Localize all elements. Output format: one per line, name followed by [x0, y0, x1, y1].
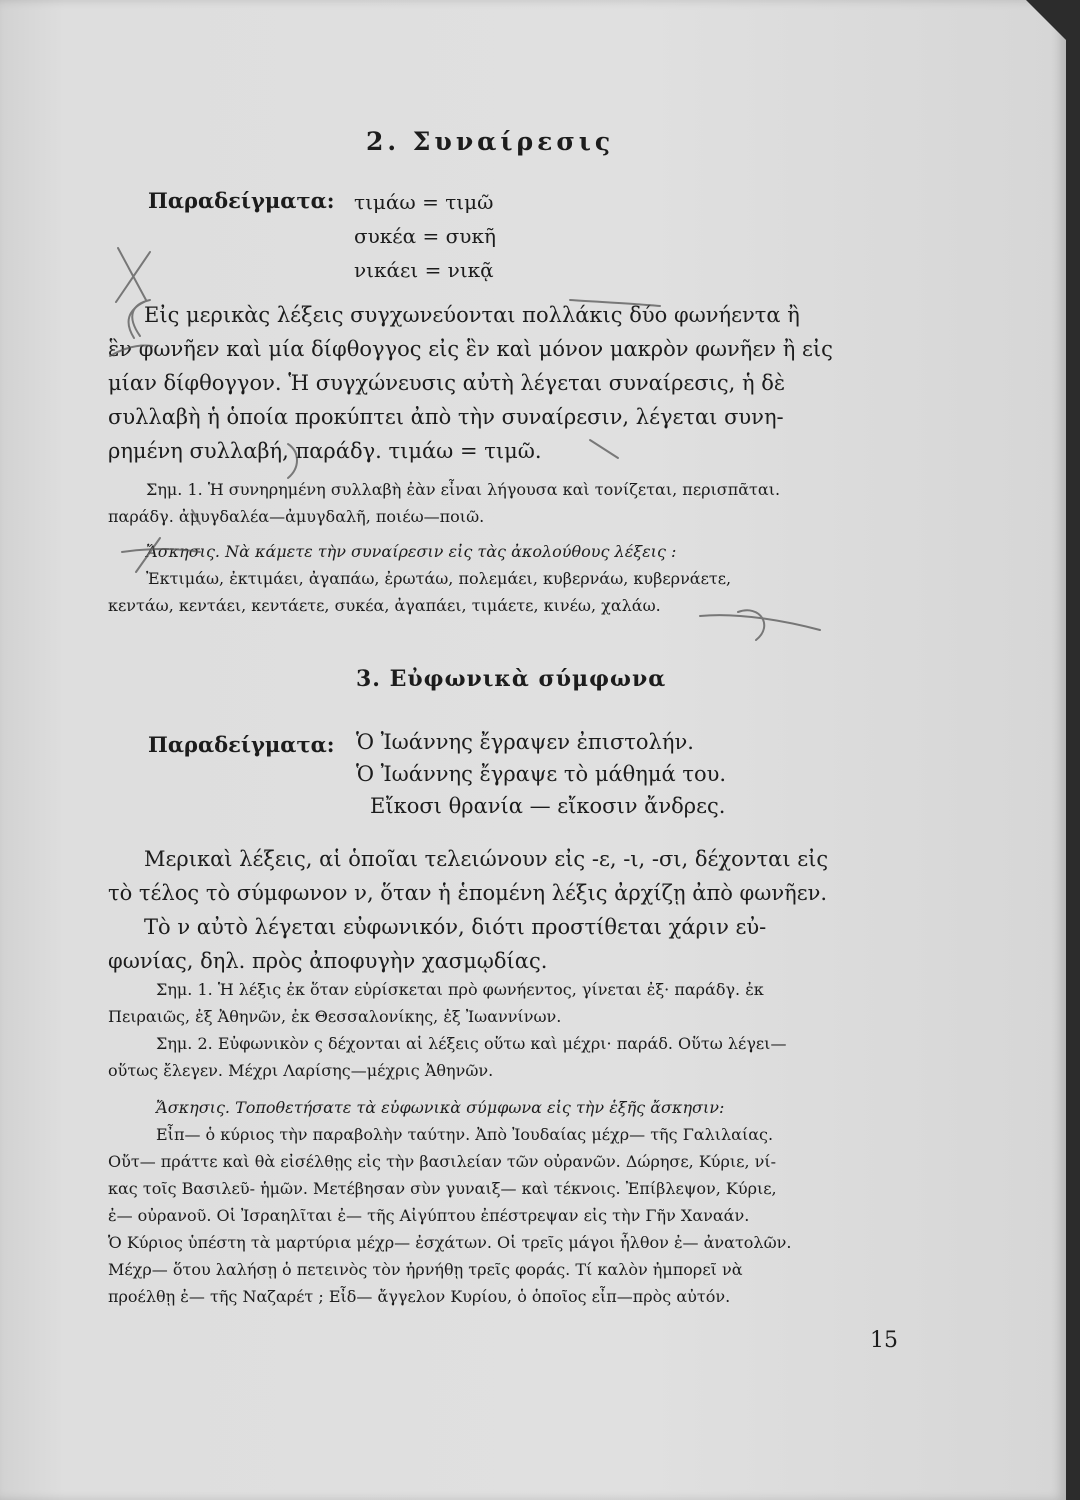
section-2-examples-label: Παραδείγματα: [148, 188, 335, 213]
pencil-mark-arrow-1 [122, 549, 200, 552]
exercise-heading: Ἄσκησις. Τοποθετήσατε τὰ εὐφωνικὰ σύμφωνα εἰς τὴν ἑξῆς ἄσκησιν: [156, 1098, 725, 1117]
pencil-mark-x-2 [116, 252, 150, 302]
paragraph-line: Τὸ ν αὐτὸ λέγεται εὐφωνικόν, διότι προστίθεται χάριν εὐ- [144, 915, 767, 939]
pencil-mark-bracket-2 [129, 302, 144, 338]
exercise-line: Ὁ Κύριος ὑπέστη τὰ μαρτύρια μέχρ— ἐσχάτων. Οἱ τρεῖς μάγοι ἦλθον ἐ— ἀνατολῶν. [108, 1233, 792, 1252]
pencil-mark-stroke [570, 300, 660, 306]
pencil-mark-underline [110, 345, 152, 356]
exercise-line: προέλθῃ ἐ— τῆς Ναζαρέτ ; Εἶδ— ἄγγελον Κυρίου, ὁ ὁποῖος εἶπ—πρὸς αὐτόν. [108, 1287, 731, 1306]
section-3-title: 3. Εὐφωνικὰ σύμφωνα [356, 666, 667, 692]
exercise-line: Ἐκτιμάω, ἐκτιμάει, ἀγαπάω, ἐρωτάω, πολεμάει, κυβερνάω, κυβερνάετε, [146, 569, 732, 588]
note-line: Πειραιῶς, ἐξ Ἀθηνῶν, ἐκ Θεσσαλονίκης, ἐξ Ἰωαννίνων. [108, 1007, 562, 1026]
pencil-mark-end-1 [700, 615, 820, 630]
exercise-line: Οὔτ— πράττε καὶ θὰ εἰσέλθῃς εἰς τὴν βασιλείαν τῶν οὐρανῶν. Δώρησε, Κύριε, νί- [108, 1152, 777, 1171]
paragraph-line: συλλαβὴ ἡ ὁποία προκύπτει ἀπὸ τὴν συναίρεσιν, λέγεται συνη- [108, 405, 784, 429]
note-line: παράδγ. ἀμυγδαλέα—ἀμυγδαλῆ, ποιέω—ποιῶ. [108, 507, 485, 526]
pencil-mark-dot [192, 510, 200, 524]
page-number: 15 [870, 1328, 898, 1353]
paragraph-line: ἓν φωνῆεν καὶ μία δίφθογγος εἰς ἓν καὶ μόνον μακρὸν φωνῆεν ἢ εἰς [108, 337, 833, 361]
section-2-example-1: τιμάω = τιμῶ [354, 190, 494, 214]
exercise-heading: Ἄσκησις. Νὰ κάμετε τὴν συναίρεσιν εἰς τὰς ἀκολούθους λέξεις : [146, 542, 677, 561]
paragraph-line: ρημένη συλλαβή, παράδγ. τιμάω = τιμῶ. [108, 439, 542, 463]
section-3-example-2: Ὁ Ἰωάννης ἔγραψε τὸ μάθημά του. [356, 762, 727, 786]
note-line: Σημ. 1. Ἡ λέξις ἐκ ὅταν εὑρίσκεται πρὸ φωνήεντος, γίνεται ἐξ· παράδγ. ἐκ [156, 980, 764, 999]
exercise-line: Εἶπ— ὁ κύριος τὴν παραβολὴν ταύτην. Ἀπὸ Ἰουδαίας μέχρ— τῆς Γαλιλαίας. [156, 1125, 774, 1144]
section-2-title: 2. Συναίρεσις [366, 127, 615, 156]
paragraph-line: Εἰς μερικὰς λέξεις συγχωνεύονται πολλάκις δύο φωνήεντα ἢ [144, 303, 800, 327]
pencil-mark-end-2 [738, 610, 764, 640]
section-3-example-1: Ὁ Ἰωάννης ἔγραψεν ἐπιστολήν. [356, 730, 694, 754]
section-2-example-2: συκέα = συκῆ [354, 224, 496, 248]
exercise-line: κας τοῖς Βασιλεῦ- ἡμῶν. Μετέβησαν σὺν γυναιξ— καὶ τέκνοις. Ἐπίβλεψον, Κύριε, [108, 1179, 777, 1198]
section-3-example-3: Εἴκοσι θρανία — εἴκοσιν ἄνδρες. [370, 794, 726, 818]
pencil-mark-brace [288, 444, 297, 478]
section-2-example-3: νικάει = νικᾷ [354, 258, 494, 282]
paragraph-line: μίαν δίφθογγον. Ἡ συγχώνευσις αὐτὴ λέγεται συναίρεσις, ἡ δὲ [108, 371, 786, 395]
exercise-line: ἐ— οὐρανοῦ. Οἱ Ἰσραηλῖται ἐ— τῆς Αἰγύπτου ἐπέστρεψαν εἰς τὴν Γῆν Χαναάν. [108, 1206, 750, 1225]
paragraph-line: Μερικαὶ λέξεις, αἱ ὁποῖαι τελειώνουν εἰς -ε, -ι, -σι, δέχονται εἰς [144, 847, 829, 871]
note-line: Σημ. 1. Ἡ συνηρημένη συλλαβὴ ἐὰν εἶναι λήγουσα καὶ τονίζεται, περισπᾶται. [146, 480, 781, 499]
pencil-mark-arrow-2 [136, 538, 160, 572]
section-3-examples-label: Παραδείγματα: [148, 732, 335, 757]
pencil-mark-tick [590, 440, 618, 458]
pencil-mark-bracket-1 [132, 300, 150, 336]
paragraph-line: τὸ τέλος τὸ σύμφωνον ν, ὅταν ἡ ἑπομένη λέξις ἀρχίζῃ ἀπὸ φωνῆεν. [108, 881, 828, 905]
exercise-line: κεντάω, κεντάει, κεντάετε, συκέα, ἀγαπάει, τιμάετε, κινέω, χαλάω. [108, 596, 661, 615]
note-line: οὕτως ἔλεγεν. Μέχρι Λαρίσης—μέχρις Ἀθηνῶν. [108, 1061, 494, 1080]
note-line: Σημ. 2. Εὐφωνικὸν ς δέχονται αἱ λέξεις οὕτω καὶ μέχρι· παράδ. Οὕτω λέγει— [156, 1034, 787, 1053]
paragraph-line: φωνίας, δηλ. πρὸς ἀποφυγὴν χασμῳδίας. [108, 949, 548, 973]
exercise-line: Μέχρ— ὅτου λαλήσῃ ὁ πετεινὸς τὸν ἠρνήθῃ τρεῖς φοράς. Τί καλὸν ἠμπορεῖ νὰ [108, 1260, 743, 1279]
